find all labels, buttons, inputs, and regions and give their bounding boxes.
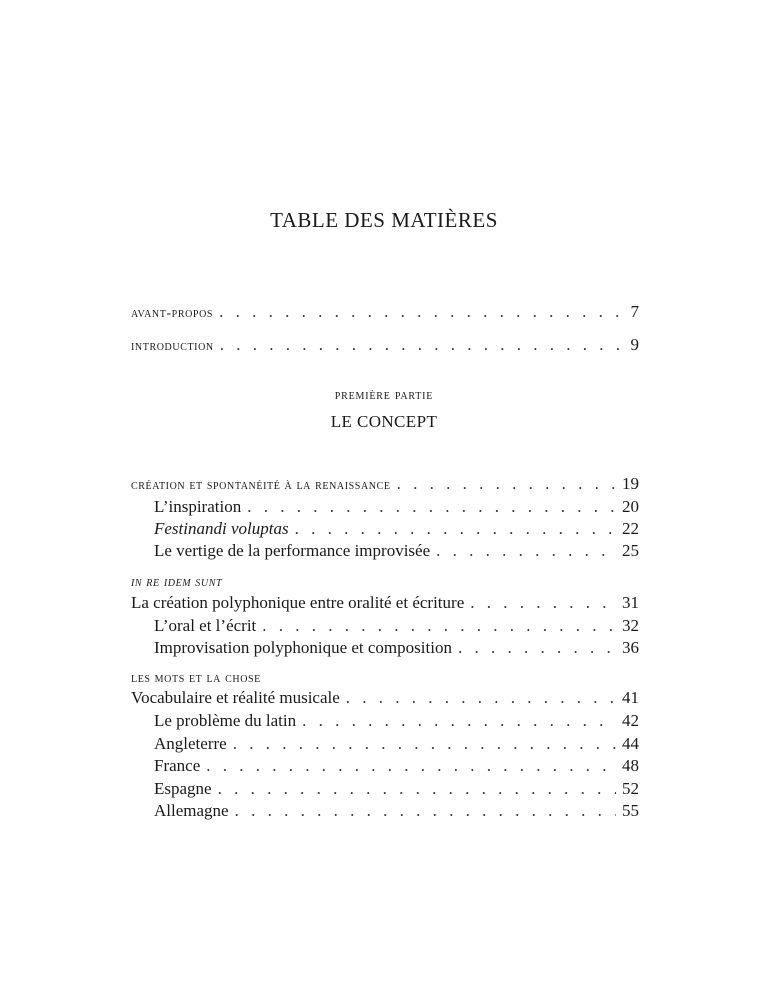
toc-entry[interactable] bbox=[154, 755, 639, 777]
toc-entry-label: Festinandi voluptas bbox=[154, 519, 289, 538]
leader-dots bbox=[436, 540, 616, 562]
leader-dots bbox=[302, 710, 616, 732]
toc-entry-label: Espagne bbox=[154, 779, 212, 798]
toc-entry[interactable] bbox=[154, 778, 639, 800]
toc-entry-avant-propos[interactable] bbox=[131, 301, 639, 325]
toc-entry-page: 52 bbox=[622, 779, 639, 798]
leader-dots bbox=[206, 755, 616, 777]
toc-entry-page: 19 bbox=[622, 474, 639, 493]
part-kicker: première partie bbox=[334, 388, 434, 403]
chapter-2-title[interactable] bbox=[131, 592, 639, 614]
leader-dots bbox=[470, 592, 616, 614]
toc-entry[interactable] bbox=[154, 615, 639, 637]
toc-entry-page: 25 bbox=[622, 541, 639, 560]
toc-entry-page: 41 bbox=[622, 688, 639, 707]
leader-dots bbox=[397, 473, 616, 495]
toc-entry-label: création et spontanéité à la renaissance bbox=[131, 478, 391, 493]
toc-entry-page: 22 bbox=[622, 519, 639, 538]
toc-entry-label: Le problème du latin bbox=[154, 711, 297, 730]
toc-entry-label: France bbox=[154, 756, 201, 775]
toc-entry-page: 9 bbox=[630, 335, 639, 354]
toc-entry-label: Allemagne bbox=[154, 801, 229, 820]
toc-entry[interactable] bbox=[154, 733, 639, 755]
toc-entry-label: La création polyphonique entre oralité et écriture bbox=[131, 593, 465, 612]
toc-entry[interactable] bbox=[154, 496, 639, 518]
toc-entry[interactable] bbox=[154, 800, 639, 822]
toc-entry-page: 44 bbox=[622, 734, 639, 753]
toc-entry-page: 55 bbox=[622, 801, 639, 820]
toc-entry-page: 36 bbox=[622, 638, 639, 657]
leader-dots bbox=[218, 778, 616, 800]
toc-entry-page: 31 bbox=[622, 593, 639, 612]
toc-entry[interactable] bbox=[154, 518, 639, 540]
leader-dots bbox=[247, 496, 616, 518]
leader-dots bbox=[346, 687, 616, 709]
toc-entry-label: Le vertige de la performance improvisée bbox=[154, 541, 431, 560]
toc-entry-label: avant-propos bbox=[131, 306, 214, 321]
leader-dots bbox=[219, 301, 624, 323]
page-title: TABLE DES MATIÈRES bbox=[270, 208, 498, 232]
toc-entry-label: L’inspiration bbox=[154, 497, 242, 516]
chapter-3-title[interactable] bbox=[131, 687, 639, 709]
leader-dots bbox=[295, 518, 616, 540]
toc-entry-page: 32 bbox=[622, 616, 639, 635]
toc-entry-page: 7 bbox=[630, 302, 639, 321]
toc-entry-page: 48 bbox=[622, 756, 639, 775]
chapter-1-title[interactable] bbox=[131, 473, 639, 497]
toc-entry-label: L’oral et l’écrit bbox=[154, 616, 257, 635]
chapter-2-kicker: in re idem sunt bbox=[131, 575, 223, 590]
part-title: LE CONCEPT bbox=[330, 412, 438, 431]
toc-entry-label: Angleterre bbox=[154, 734, 227, 753]
toc-entry-label: introduction bbox=[131, 339, 214, 354]
leader-dots bbox=[233, 733, 616, 755]
toc-entry[interactable] bbox=[154, 637, 639, 659]
leader-dots bbox=[262, 615, 616, 637]
leader-dots bbox=[235, 800, 616, 822]
leader-dots bbox=[220, 334, 625, 356]
toc-entry-page: 20 bbox=[622, 497, 639, 516]
toc-entry-label: Vocabulaire et réalité musicale bbox=[131, 688, 340, 707]
toc-entry-introduction[interactable] bbox=[131, 334, 639, 358]
toc-entry-label: Improvisation polyphonique et composition bbox=[154, 638, 452, 657]
toc-entry[interactable] bbox=[154, 710, 639, 732]
chapter-3-kicker: les mots et la chose bbox=[131, 671, 261, 686]
leader-dots bbox=[458, 637, 616, 659]
toc-entry-page: 42 bbox=[622, 711, 639, 730]
toc-entry[interactable] bbox=[154, 540, 639, 562]
